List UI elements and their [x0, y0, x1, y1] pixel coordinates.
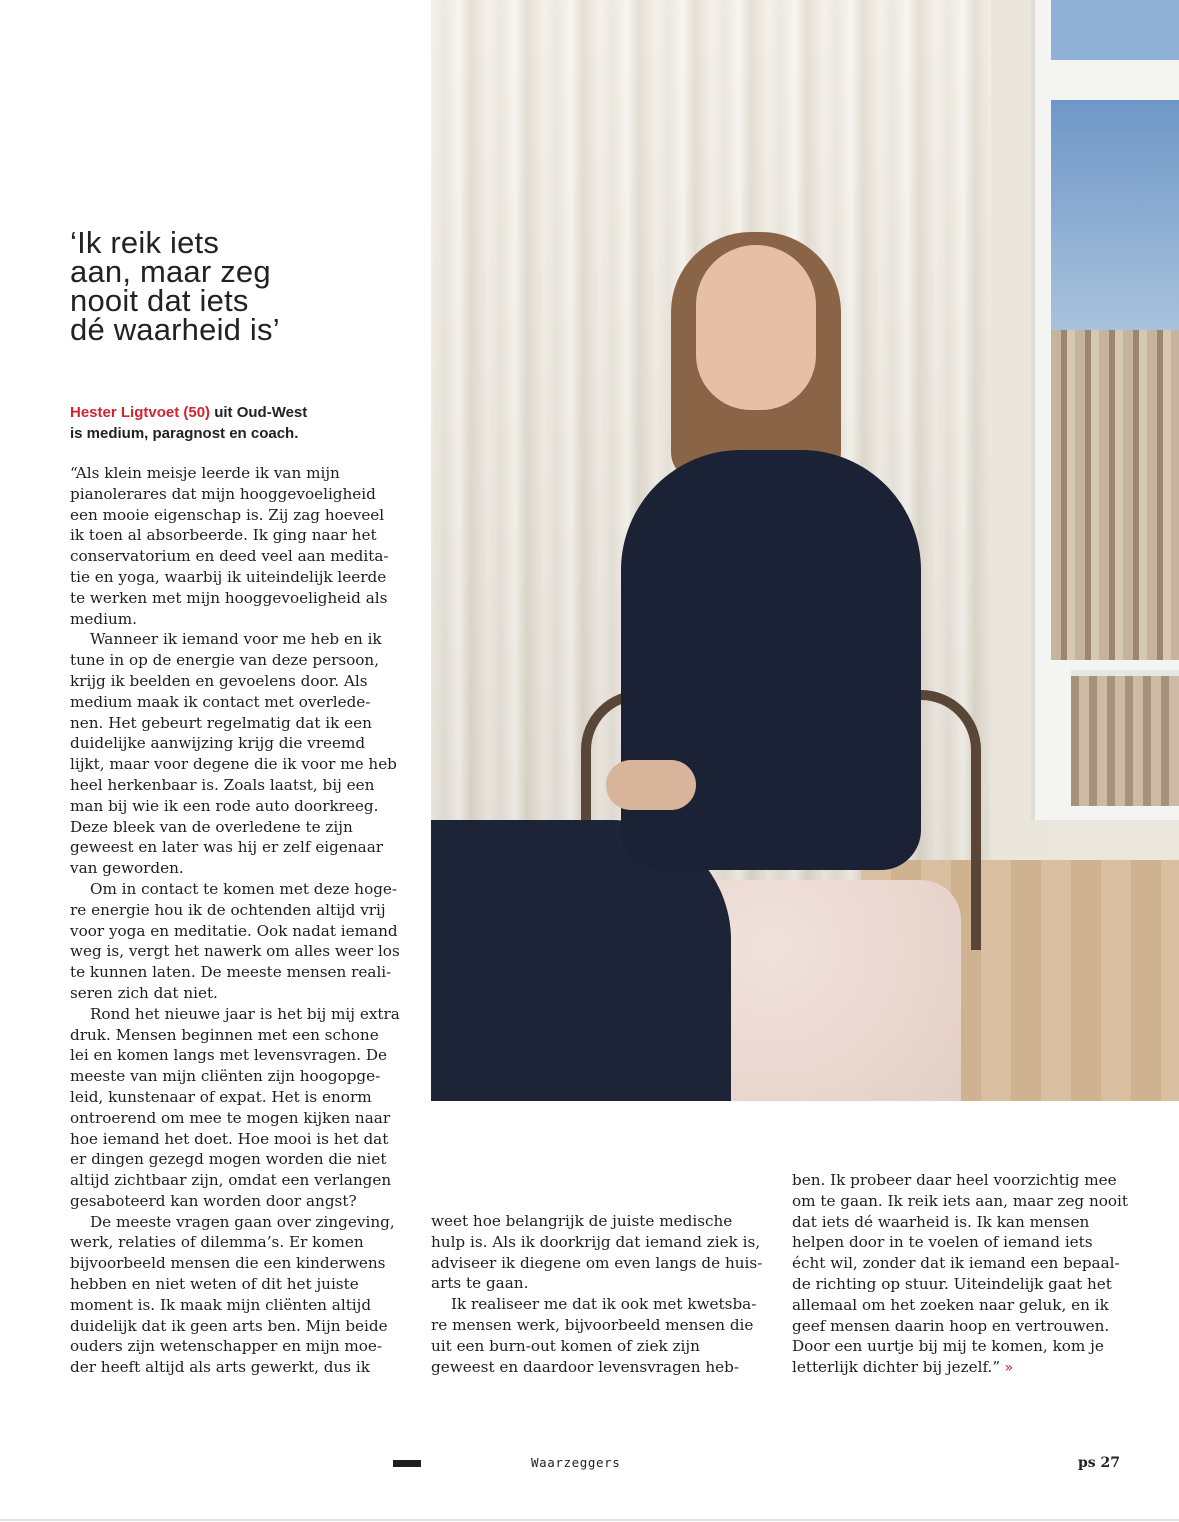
text-line: “Als klein meisje leerde ik van mijn	[70, 464, 340, 482]
text-line: om te gaan. Ik reik iets aan, maar zeg nooit	[792, 1191, 1129, 1210]
text-line: druk. Mensen beginnen met een schone	[70, 1025, 379, 1044]
text-line: tune in op de energie van deze persoon,	[70, 651, 380, 670]
page-number: ps 27	[1078, 1455, 1121, 1471]
headline-line: nooit dat iets	[70, 283, 249, 318]
text-line: Ik realiseer me dat ik ook met kwetsba-	[451, 1295, 757, 1314]
text-line: hulp is. Als ik doorkrijg dat iemand ziek is,	[431, 1232, 761, 1251]
text-line: Rond het nieuwe jaar is het bij mij extra	[90, 1004, 400, 1023]
text-line: weet hoe belangrijk de juiste medische	[431, 1212, 733, 1230]
text-line: re mensen werk, bijvoorbeeld mensen die	[431, 1315, 754, 1334]
text-line: seren zich dat niet.	[70, 983, 218, 1002]
text-line: arts te gaan.	[431, 1274, 529, 1293]
body-column-2	[431, 1211, 763, 1377]
text-line: leid, kunstenaar of expat. Het is enorm	[70, 1087, 372, 1106]
headline-line: aan, maar zeg	[70, 254, 271, 289]
text-line: ik toen al absorbeerde. Ik ging naar het	[70, 526, 377, 545]
text-line: gesaboteerd kan worden door angst?	[70, 1191, 357, 1210]
subject-name: Hester Ligtvoet (50)	[70, 404, 211, 421]
text-line: de richting op stuur. Uiteindelijk gaat het	[792, 1274, 1112, 1293]
body-column-1	[70, 463, 400, 1378]
text-line: ben. Ik probeer daar heel voorzichtig mee	[792, 1171, 1117, 1189]
text-line: Deze bleek van de overledene te zijn	[70, 817, 353, 836]
text-line: re energie hou ik de ochtenden altijd vrij	[70, 900, 386, 919]
text-line: Om in contact te komen met deze hoge-	[90, 879, 398, 898]
text-line: écht wil, zonder dat ik iemand een bepaal-	[792, 1254, 1120, 1273]
text-line: hoe iemand het doet. Hoe mooi is het dat	[70, 1129, 389, 1148]
text-line: voor yoga en meditatie. Ook nadat iemand	[70, 921, 398, 940]
text-line: lei en komen langs met levensvragen. De	[70, 1046, 388, 1065]
text-line: een mooie eigenschap is. Zij zag hoeveel	[70, 505, 385, 524]
text-line: Wanneer ik iemand voor me heb en ik	[90, 630, 382, 649]
text-line: Door een uurtje bij mij te komen, kom je	[792, 1337, 1104, 1356]
text-line: allemaal om het zoeken naar geluk, en ik	[792, 1295, 1109, 1314]
text-line: dat iets dé waarheid is. Ik kan mensen	[792, 1212, 1090, 1231]
text-line: man bij wie ik een rode auto doorkreeg.	[70, 796, 379, 815]
headline-line: dé waarheid is’	[70, 312, 280, 347]
buildings-view	[1051, 330, 1179, 660]
text-line: weg is, vergt het nawerk om alles weer los	[70, 942, 400, 961]
text-line: geef mensen daarin hoop en vertrouwen.	[792, 1316, 1110, 1335]
intro-lead	[70, 402, 400, 444]
headline-line: ‘Ik reik iets	[70, 225, 220, 260]
text-line: duidelijk dat ik geen arts ben. Mijn beide	[70, 1316, 388, 1335]
text-line: nen. Het gebeurt regelmatig dat ik een	[70, 713, 372, 732]
text-line: De meeste vragen gaan over zingeving,	[90, 1212, 395, 1231]
text-line: conservatorium en deed veel aan medita-	[70, 547, 389, 566]
text-line: der heeft altijd als arts gewerkt, dus ik	[70, 1358, 370, 1377]
text-line: bijvoorbeeld mensen die een kinderwens	[70, 1254, 386, 1273]
text-line: ouders zijn wetenschapper en mijn moe-	[70, 1337, 383, 1356]
text-line: meeste van mijn cliënten zijn hoogopge-	[70, 1067, 381, 1086]
text-line: van geworden.	[70, 859, 184, 878]
person-face	[696, 245, 816, 410]
text-line: krijg ik beelden en gevoelens door. Als	[70, 671, 368, 690]
text-line: moment is. Ik maak mijn cliënten altijd	[70, 1295, 372, 1314]
text-line: ontroerend om mee te mogen kijken naar	[70, 1108, 391, 1127]
text-line: helpen door in te voelen of iemand iets	[792, 1233, 1093, 1252]
text-line: geweest en later was hij er zelf eigenaar	[70, 838, 384, 857]
text-line: lijkt, maar voor degene die ik voor me heb	[70, 755, 397, 774]
text-line: letterlijk dichter bij jezelf.” »	[792, 1358, 1014, 1377]
text-line: duidelijke aanwijzing krijg die vreemd	[70, 734, 366, 753]
text-line: uit een burn-out komen of ziek zijn	[431, 1336, 700, 1355]
text-line: hebben en niet weten of dit het juiste	[70, 1275, 359, 1294]
text-line: heel herkenbaar is. Zoals laatst, bij een	[70, 775, 375, 794]
text-line: adviseer ik diegene om even langs de huis-	[431, 1253, 763, 1272]
text-line: werk, relaties of dilemma’s. Er komen	[70, 1233, 364, 1252]
section-name: Waarzeggers	[531, 1455, 621, 1470]
intro-text: is medium, paragnost en coach.	[70, 425, 299, 442]
text-line: pianolerares dat mijn hooggevoeligheid	[70, 484, 376, 503]
headline-quote	[70, 225, 400, 347]
text-line: medium.	[70, 609, 137, 628]
body-column-3	[792, 1170, 1129, 1378]
intro-text: uit Oud-West	[210, 404, 308, 421]
text-line: er dingen gezegd mogen worden die niet	[70, 1150, 387, 1169]
text-line: altijd zichtbaar zijn, omdat een verlangen	[70, 1171, 392, 1190]
portrait-photo	[431, 0, 1179, 1101]
continue-arrow-icon: »	[1000, 1360, 1014, 1377]
divider	[0, 1519, 1179, 1521]
person-hands	[606, 760, 696, 810]
text-line: geweest en daardoor levensvragen heb-	[431, 1357, 740, 1376]
footer-marker	[393, 1460, 421, 1467]
text-line: te kunnen laten. De meeste mensen reali-	[70, 963, 392, 982]
text-line: medium maak ik contact met overlede-	[70, 692, 371, 711]
text-line: te werken met mijn hooggevoeligheid als	[70, 588, 388, 607]
text-line: tie en yoga, waarbij ik uiteindelijk leerde	[70, 567, 387, 586]
